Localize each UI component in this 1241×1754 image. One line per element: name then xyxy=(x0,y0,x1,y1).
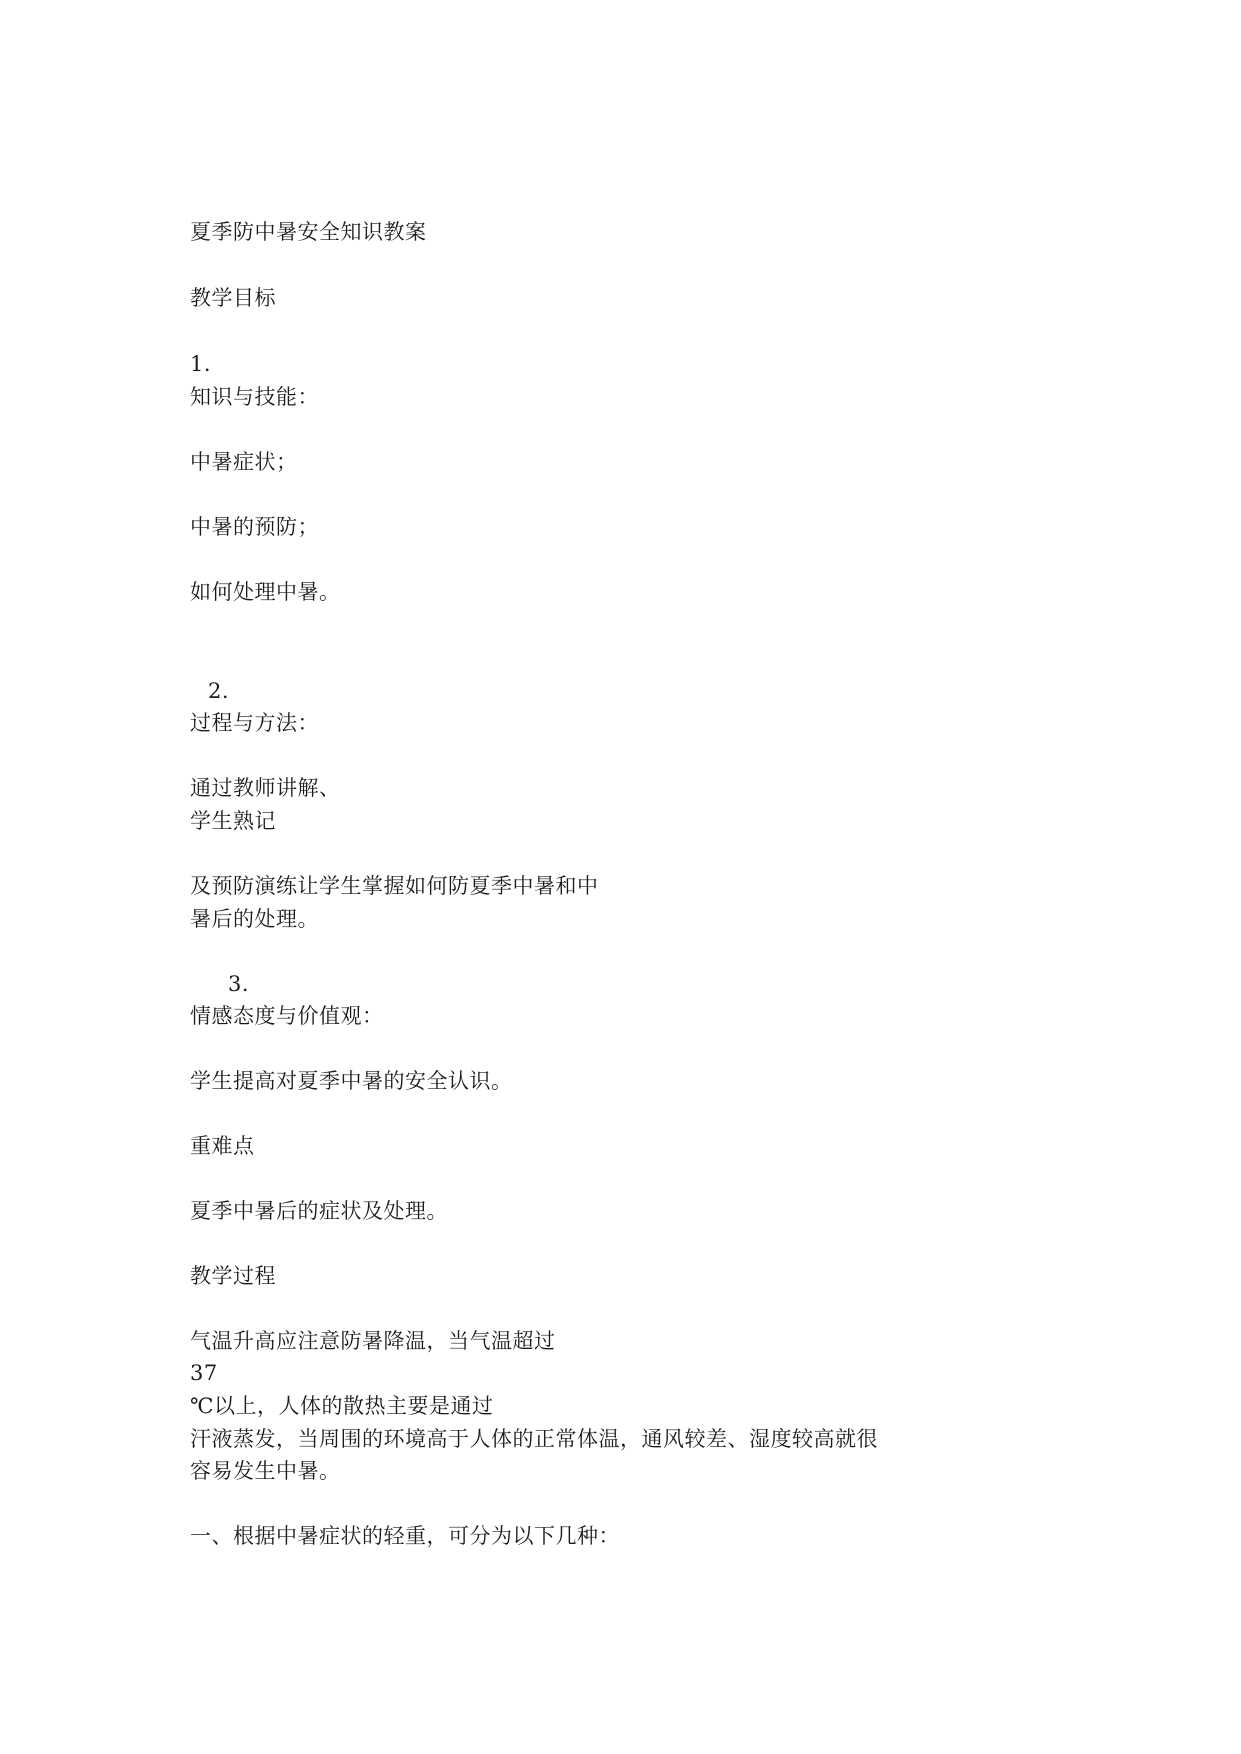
item2-text-line: 及预防演练让学生掌握如何防夏季中暑和中 xyxy=(190,874,599,898)
process-temperature-value: 37 xyxy=(190,1361,218,1385)
process-text-line: ℃以上，人体的散热主要是通过 xyxy=(190,1394,494,1418)
item2-number: 2. xyxy=(208,679,230,703)
process-text-line: 汗液蒸发，当周围的环境高于人体的正常体温，通风较差、湿度较高就很 xyxy=(190,1427,878,1451)
objectives-heading: 教学目标 xyxy=(190,286,276,310)
process-text-line: 容易发生中暑。 xyxy=(190,1459,341,1483)
item3-number: 3. xyxy=(228,972,250,996)
item2-text-line: 学生熟记 xyxy=(190,809,276,833)
key-points-heading: 重难点 xyxy=(190,1134,255,1158)
key-points-text: 夏季中暑后的症状及处理。 xyxy=(190,1199,448,1223)
item2-label: 过程与方法： xyxy=(190,711,319,735)
item1-point-treatment: 如何处理中暑。 xyxy=(190,580,341,604)
item1-point-symptoms: 中暑症状； xyxy=(190,450,298,474)
process-heading: 教学过程 xyxy=(190,1264,276,1288)
item3-label: 情感态度与价值观： xyxy=(190,1004,384,1028)
process-text-line: 气温升高应注意防暑降温，当气温超过 xyxy=(190,1329,556,1353)
item2-text-line: 通过教师讲解、 xyxy=(190,776,341,800)
item3-text: 学生提高对夏季中暑的安全认识。 xyxy=(190,1069,513,1093)
item2-text-line: 暑后的处理。 xyxy=(190,907,319,931)
section1-heading: 一、根据中暑症状的轻重，可分为以下几种： xyxy=(190,1524,620,1548)
item1-number: 1. xyxy=(190,352,212,376)
item1-point-prevention: 中暑的预防； xyxy=(190,515,319,539)
item1-label: 知识与技能： xyxy=(190,385,319,409)
document-title: 夏季防中暑安全知识教案 xyxy=(190,220,427,244)
